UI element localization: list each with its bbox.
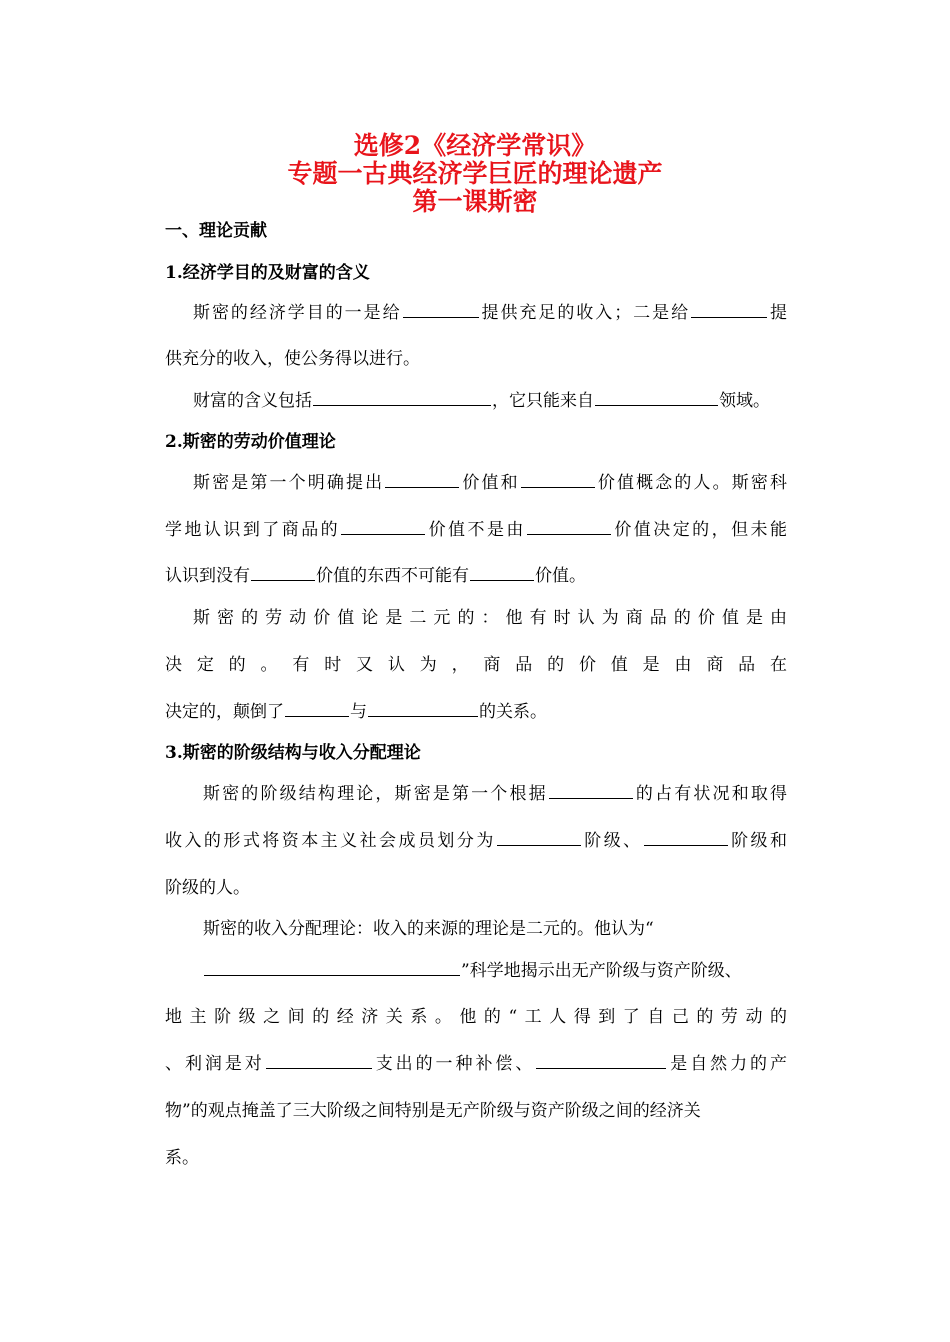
fill-blank[interactable] [536, 1052, 666, 1069]
paragraph-dual-line3: 决定的，颠倒了 与 的关系。 [165, 702, 547, 722]
fill-blank[interactable] [313, 389, 491, 406]
fill-blank[interactable] [497, 829, 581, 846]
paragraph-income-line5: 物”的观点掩盖了三大阶级之间特别是无产阶级与资产阶级之间的经济关 [165, 1101, 701, 1121]
subheading-labor-value: 2.斯密的劳动价值理论 [165, 432, 336, 452]
topic-title: 专题一古典经济学巨匠的理论遗产 [287, 159, 663, 188]
document-title: 选修2《经济学常识》 [353, 131, 597, 160]
paragraph-wealth: 财富的含义包括 ，它只能来自 领域。 [193, 391, 770, 411]
paragraph-income-line6: 系。 [165, 1148, 199, 1168]
fill-blank[interactable] [368, 700, 478, 717]
fill-blank[interactable] [470, 564, 534, 581]
paragraph-income-line4: 、利润是对 支出的一种补偿、 是自然力的产 [165, 1054, 788, 1074]
paragraph-purpose-line2: 供充分的收入，使公务得以进行。 [165, 349, 420, 369]
fill-blank[interactable] [385, 471, 459, 488]
subheading-purpose-wealth: 1.经济学目的及财富的含义 [165, 263, 370, 283]
section-heading-contributions: 一、理论贡献 [165, 221, 267, 241]
fill-blank[interactable] [204, 959, 460, 976]
fill-blank[interactable] [341, 518, 425, 535]
paragraph-income-line1: 斯密的收入分配理论：收入的来源的理论是二元的。他认为“ [203, 919, 654, 939]
paragraph-income-line3: 地主阶级之间的经济关系。他的“工人得到了自己的劳动的 [165, 1007, 787, 1027]
paragraph-class-line2: 收入的形式将资本主义社会成员划分为 阶级、 阶级和 [165, 831, 788, 851]
fill-blank[interactable] [527, 518, 611, 535]
fill-blank[interactable] [521, 471, 595, 488]
lesson-title: 第一课斯密 [412, 187, 538, 216]
fill-blank[interactable] [595, 389, 718, 406]
paragraph-dual-line1: 斯密的劳动价值论是二元的：他有时认为商品的价值是由 [193, 608, 787, 628]
subheading-class-income: 3.斯密的阶级结构与收入分配理论 [165, 743, 421, 763]
fill-blank[interactable] [266, 1052, 372, 1069]
fill-blank[interactable] [251, 564, 315, 581]
paragraph-purpose-line1: 斯密的经济学目的一是给 提供充足的收入；二是给 提 [193, 303, 788, 323]
fill-blank[interactable] [691, 301, 767, 318]
paragraph-dual-line2: 决定的。有时又认为，商品的价值是由商品在 [165, 655, 787, 675]
fill-blank[interactable] [549, 782, 633, 799]
fill-blank[interactable] [403, 301, 479, 318]
fill-blank[interactable] [285, 700, 349, 717]
paragraph-labor-line1: 斯密是第一个明确提出 价值和 价值概念的人。斯密科 [193, 473, 787, 493]
paragraph-income-line2: ”科学地揭示出无产阶级与资产阶级、 [165, 959, 787, 983]
paragraph-class-line3: 阶级的人。 [165, 878, 250, 898]
fill-blank[interactable] [644, 829, 728, 846]
paragraph-labor-line3: 认识到没有 价值的东西不可能有 价值。 [165, 566, 586, 586]
paragraph-labor-line2: 学地认识到了商品的 价值不是由 价值决定的，但未能 [165, 520, 787, 540]
paragraph-class-line1: 斯密的阶级结构理论，斯密是第一个根据 的占有状况和取得 [203, 784, 788, 804]
